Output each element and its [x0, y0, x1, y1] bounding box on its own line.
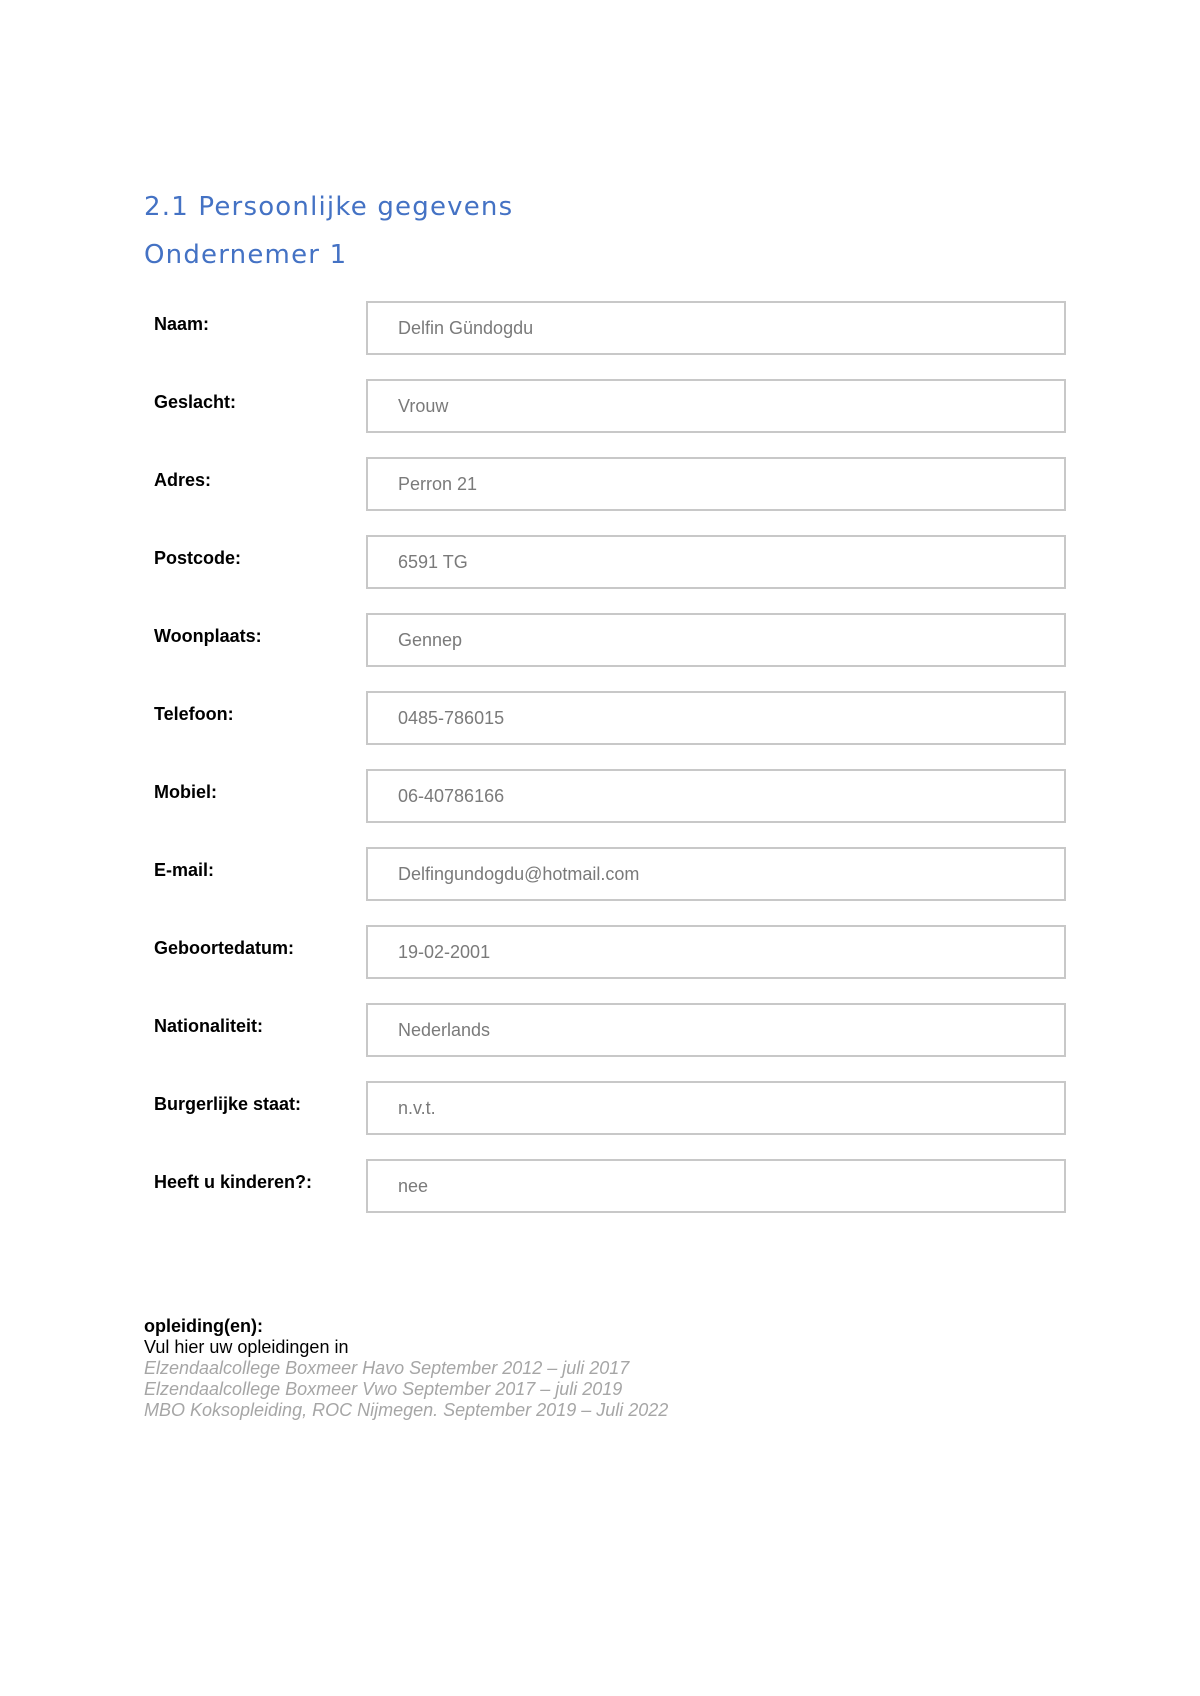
field-label: Postcode: [154, 548, 242, 568]
education-item: Elzendaalcollege Boxmeer Vwo September 2017 – juli 2019 [144, 1379, 623, 1399]
telefoon-field[interactable]: 0485-786015 [366, 691, 1066, 745]
field-label: Woonplaats: [154, 626, 262, 646]
field-row-woonplaats [144, 613, 1069, 691]
personal-details-form [144, 301, 1069, 1237]
geboortedatum-field[interactable]: 19-02-2001 [366, 925, 1066, 979]
kinderen-field[interactable]: nee [366, 1159, 1066, 1213]
field-row-adres [144, 457, 1069, 535]
geslacht-field[interactable]: Vrouw [366, 379, 1066, 433]
email-field[interactable]: Delfingundogdu@hotmail.com [366, 847, 1066, 901]
section-heading: 2.1 Persoonlijke gegevens [144, 192, 514, 222]
field-row-mobiel [144, 769, 1069, 847]
field-row-nationaliteit [144, 1003, 1069, 1081]
field-row-burgerlijke-staat [144, 1081, 1069, 1159]
field-label: Mobiel: [154, 782, 217, 802]
field-label: Geboortedatum: [154, 938, 295, 958]
education-item: Elzendaalcollege Boxmeer Havo September 2012 – juli 2017 [144, 1358, 630, 1378]
field-row-telefoon [144, 691, 1069, 769]
education-instruction: Vul hier uw opleidingen in [144, 1337, 349, 1357]
field-row-postcode [144, 535, 1069, 613]
entrepreneur-subheading: Ondernemer 1 [144, 240, 348, 270]
field-label: Burgerlijke staat: [154, 1094, 302, 1114]
field-label: Geslacht: [154, 392, 237, 412]
field-row-naam [144, 301, 1069, 379]
adres-field[interactable]: Perron 21 [366, 457, 1066, 511]
field-label: Nationaliteit: [154, 1016, 264, 1036]
burgerlijke-staat-field[interactable]: n.v.t. [366, 1081, 1066, 1135]
naam-field[interactable]: Delfin Gündogdu [366, 301, 1066, 355]
postcode-field[interactable]: 6591 TG [366, 535, 1066, 589]
field-label: Naam: [154, 314, 210, 334]
nationaliteit-field[interactable]: Nederlands [366, 1003, 1066, 1057]
education-item: MBO Koksopleiding, ROC Nijmegen. September 2019 – Juli 2022 [144, 1400, 669, 1420]
field-label: E-mail: [154, 860, 215, 880]
mobiel-field[interactable]: 06-40786166 [366, 769, 1066, 823]
field-row-geslacht [144, 379, 1069, 457]
field-row-email [144, 847, 1069, 925]
woonplaats-field[interactable]: Gennep [366, 613, 1066, 667]
field-label: Adres: [154, 470, 212, 490]
field-row-kinderen [144, 1159, 1069, 1237]
education-title: opleiding(en): [144, 1316, 263, 1336]
education-section [144, 1316, 668, 1421]
field-label: Telefoon: [154, 704, 234, 724]
field-row-geboortedatum [144, 925, 1069, 1003]
field-label: Heeft u kinderen?: [154, 1172, 313, 1192]
